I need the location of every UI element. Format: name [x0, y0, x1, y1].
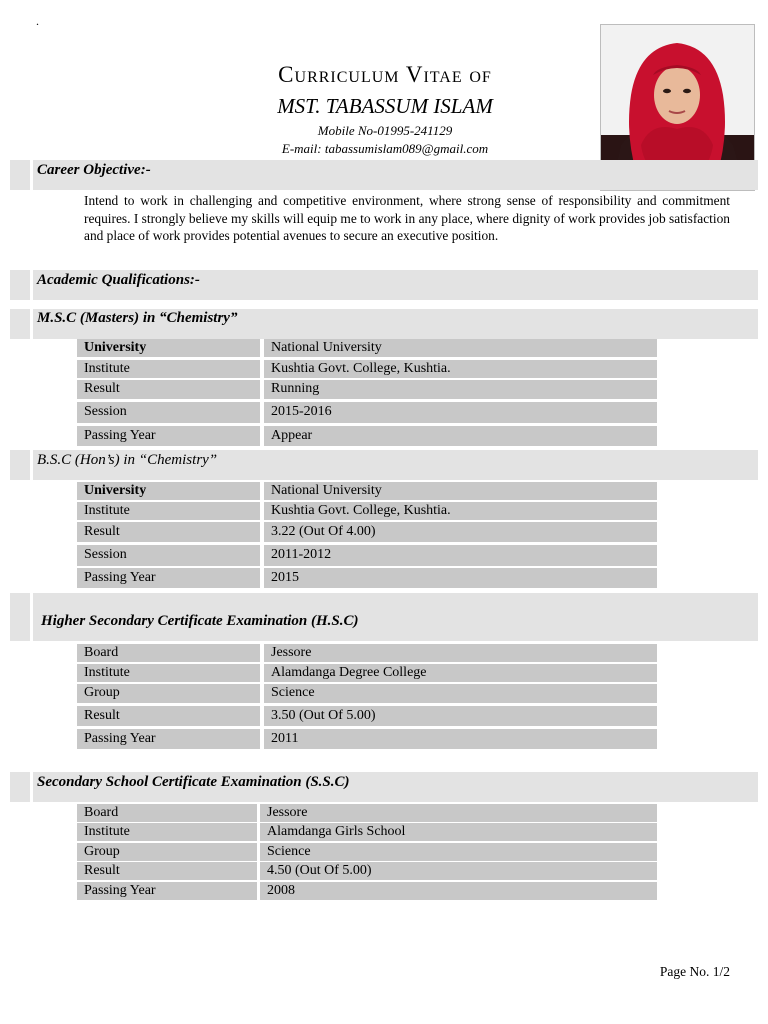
ssc-row-label: Passing Year [77, 882, 257, 900]
ssc-row-value: Alamdanga Girls School [260, 823, 657, 841]
hsc-row-label: Passing Year [77, 729, 260, 749]
academic-qualifications-heading: Academic Qualifications:- [37, 272, 200, 288]
ssc-row-value: Jessore [260, 804, 657, 822]
msc-row-value: Running [264, 380, 657, 399]
msc-row-label: Passing Year [77, 426, 260, 446]
msc-row-label: Result [77, 380, 260, 399]
ssc-row-value: 4.50 (Out Of 5.00) [260, 862, 657, 880]
msc-row-label: Session [77, 402, 260, 423]
ssc-heading: Secondary School Certificate Examination (S.S.C) [37, 774, 350, 790]
bsc-row-label: Institute [77, 502, 260, 520]
bsc-row-label: Result [77, 522, 260, 542]
hsc-row-label: Result [77, 706, 260, 726]
msc-row-label: University [77, 339, 260, 357]
ssc-row-label: Board [77, 804, 257, 822]
ssc-row-label: Result [77, 862, 257, 880]
stray-dot: . [36, 14, 39, 28]
hsc-heading: Higher Secondary Certificate Examination (H.S.C) [41, 613, 359, 629]
hsc-row-value: Alamdanga Degree College [264, 664, 657, 682]
bsc-row-label: Session [77, 545, 260, 566]
ssc-row-value: 2008 [260, 882, 657, 900]
msc-row-label: Institute [77, 360, 260, 378]
msc-row-value: 2015-2016 [264, 402, 657, 423]
bsc-row-value: National University [264, 482, 657, 500]
hsc-row-label: Institute [77, 664, 260, 682]
hsc-row-label: Group [77, 684, 260, 703]
ssc-row-value: Science [260, 843, 657, 861]
mobile-number: Mobile No-01995-241129 [317, 123, 453, 138]
hsc-row-label: Board [77, 644, 260, 662]
bsc-row-value: 2011-2012 [264, 545, 657, 566]
applicant-name: MST. TABASSUM ISLAM [277, 94, 493, 118]
bsc-row-value: Kushtia Govt. College, Kushtia. [264, 502, 657, 520]
bsc-row-label: Passing Year [77, 568, 260, 588]
document-title: Curriculum Vitae of [278, 62, 492, 87]
career-objective-heading: Career Objective:- [37, 162, 151, 178]
msc-heading: M.S.C (Masters) in “Chemistry” [37, 310, 238, 326]
email-address: E-mail: tabassumislam089@gmail.com [281, 141, 489, 156]
msc-row-value: Kushtia Govt. College, Kushtia. [264, 360, 657, 378]
bsc-row-label: University [77, 482, 260, 500]
hsc-row-value: Jessore [264, 644, 657, 662]
ssc-row-label: Group [77, 843, 257, 861]
hsc-row-value: Science [264, 684, 657, 703]
msc-row-value: Appear [264, 426, 657, 446]
msc-row-value: National University [264, 339, 657, 357]
bsc-row-value: 2015 [264, 568, 657, 588]
bsc-row-value: 3.22 (Out Of 4.00) [264, 522, 657, 542]
ssc-row-label: Institute [77, 823, 257, 841]
career-objective-text: Intend to work in challenging and competitive environment, where strong sense of responsibility and commitment requires. I strongly believe my skills will equip me to work in any place, where dignity of work provides job satisfaction and place of work provides potential avenues to secure an executive position. [84, 193, 730, 243]
hsc-row-value: 2011 [264, 729, 657, 749]
page-number: Page No. 1/2 [659, 964, 730, 979]
hsc-row-value: 3.50 (Out Of 5.00) [264, 706, 657, 726]
bsc-heading: B.S.C (Hon’s) in “Chemistry” [37, 452, 218, 468]
